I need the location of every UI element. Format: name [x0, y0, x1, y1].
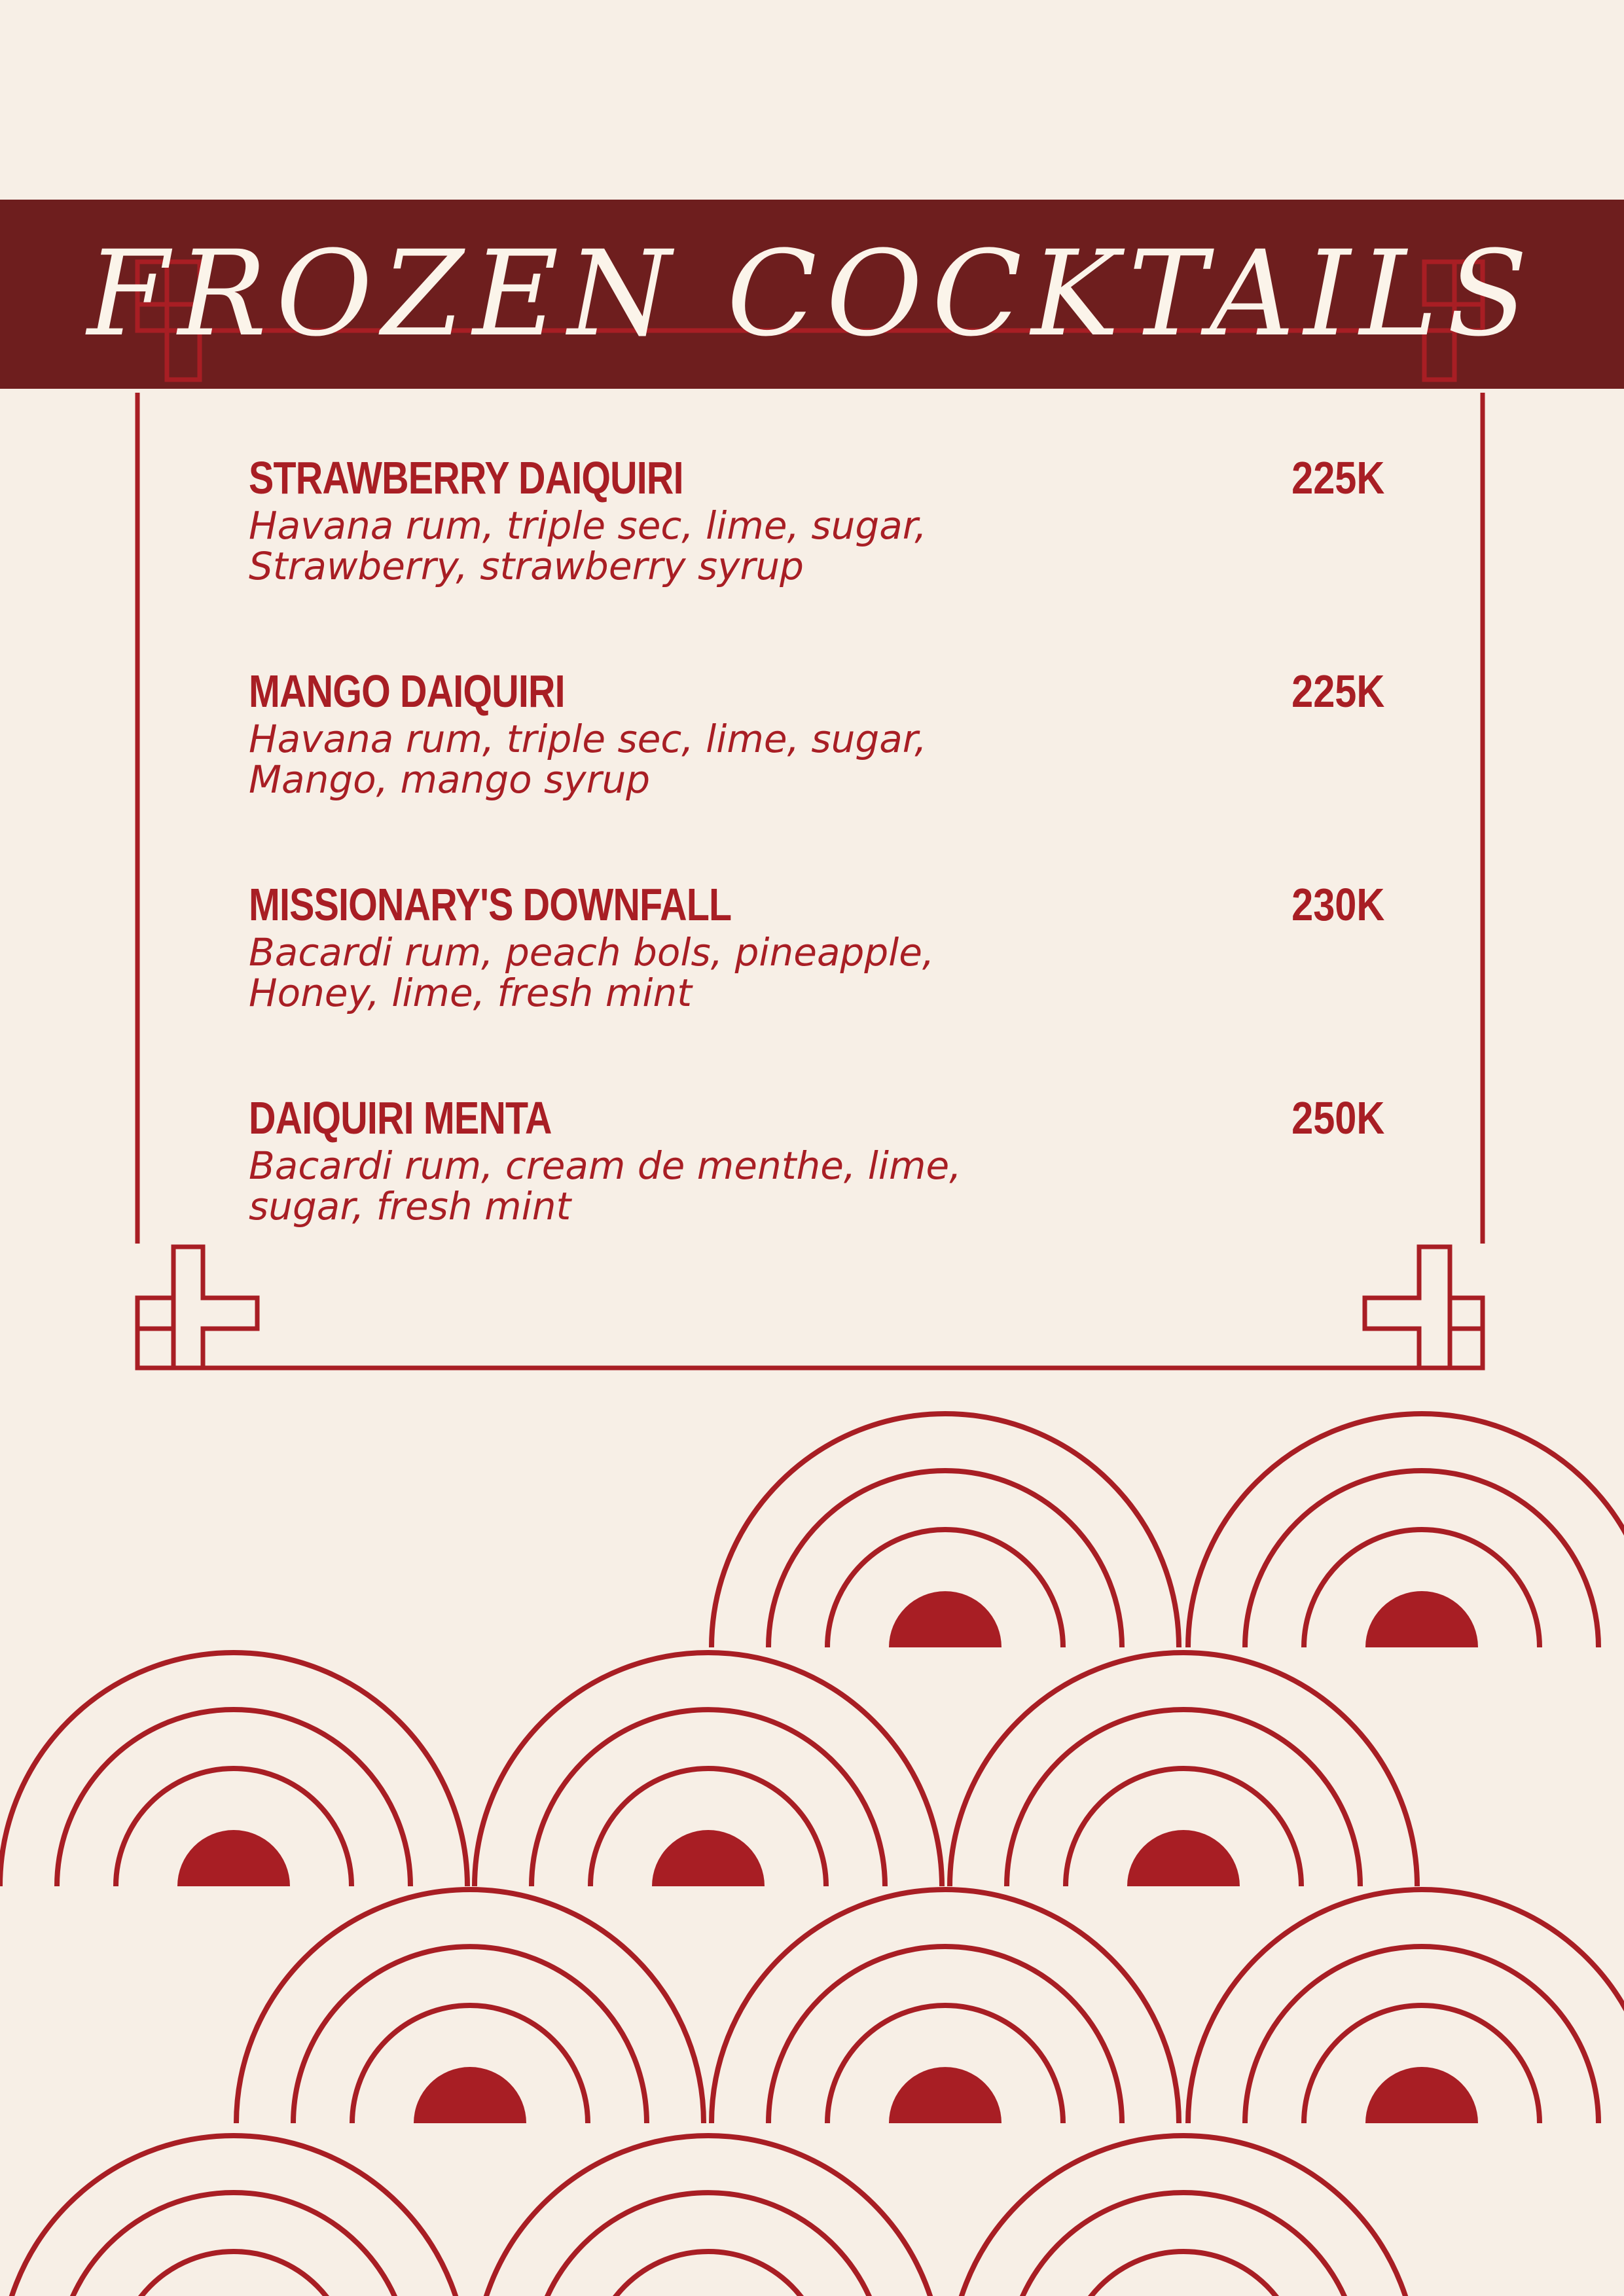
item-description-line-1: Havana rum, triple sec, lime, sugar,: [249, 503, 927, 548]
wave-motif: [0, 1650, 470, 1886]
wave-motif: [472, 1650, 945, 1886]
wave-motif: [709, 1411, 1182, 1647]
item-price: 230K: [1291, 879, 1384, 930]
item-description-line-1: Bacardi rum, peach bols, pineapple,: [249, 930, 935, 975]
item-name: STRAWBERRY DAIQUIRI: [249, 452, 683, 503]
item-description-line-2: Mango, mango syrup: [249, 757, 651, 802]
menu-title: FROZEN COCKTAILS: [87, 226, 1537, 363]
item-price: 225K: [1291, 452, 1384, 503]
wave-motif: [1185, 1887, 1624, 2123]
wave-motif: [472, 2133, 945, 2296]
wave-motif: [947, 2133, 1420, 2296]
wave-motif: [947, 1650, 1420, 1886]
item-description-line-2: sugar, fresh mint: [249, 1184, 571, 1229]
item-description-line-2: Honey, lime, fresh mint: [249, 971, 692, 1015]
item-description-line-1: Bacardi rum, cream de menthe, lime,: [249, 1143, 962, 1188]
item-name: MANGO DAIQUIRI: [249, 666, 565, 717]
wave-motif: [709, 1887, 1182, 2123]
wave-motif: [0, 2133, 470, 2296]
item-description-line-2: Strawberry, strawberry syrup: [249, 544, 804, 588]
wave-motif: [1185, 1411, 1624, 1647]
item-price: 250K: [1291, 1092, 1384, 1143]
item-name: MISSIONARY'S DOWNFALL: [249, 879, 732, 930]
wave-motif: [234, 1887, 706, 2123]
item-description-line-1: Havana rum, triple sec, lime, sugar,: [249, 717, 927, 761]
item-price: 225K: [1291, 666, 1384, 717]
item-name: DAIQUIRI MENTA: [249, 1092, 552, 1143]
